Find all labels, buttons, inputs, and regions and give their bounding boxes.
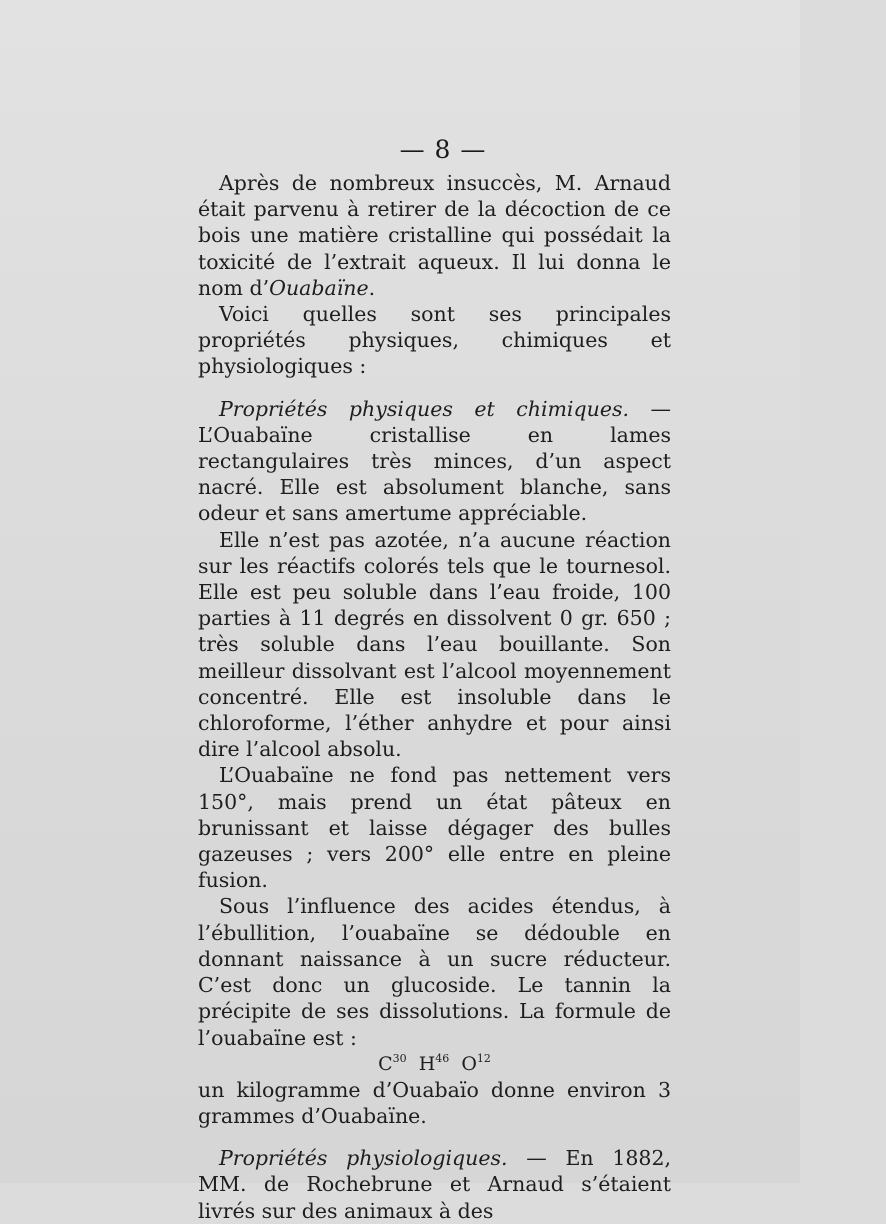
paragraph-text: Elle n’est pas azotée, n’a aucune réaction sur les réactifs colorés tels que le tournesol. Elle est peu soluble dans l’eau froide, 100 parties à 11 degrés en dissolvent 0 gr. 650 ; très soluble dans l’eau bouillante. Son meilleur dissolvant est l’alcool moyennement concentré. Elle est insoluble dans le chloroforme, l’éther anhydre et pour ainsi dire l’alcool absolu. (198, 527, 671, 762)
italic-term: Ouabaïne (269, 275, 369, 300)
formula-element: O (461, 1052, 477, 1075)
paragraph-tail: . (368, 275, 376, 300)
paragraph-text: — En 1882, MM. de Rochebrune et Arnaud s’étaient livrés sur des animaux à des (198, 1146, 672, 1223)
section-heading: Propriétés physiques et chimiques. (219, 396, 629, 421)
section-physical-chemical (198, 396, 671, 527)
formula-oxygen (458, 1053, 494, 1075)
body-text (198, 170, 671, 1224)
formula-count: 46 (435, 1051, 450, 1065)
formula-element: C (378, 1052, 393, 1075)
paragraph-7 (198, 1077, 671, 1129)
paragraph-4 (198, 527, 671, 763)
paragraph-5 (198, 762, 671, 893)
paragraph-6 (198, 893, 671, 1050)
chemical-formula (198, 1051, 671, 1077)
formula-carbon (375, 1053, 410, 1075)
paragraph-text: L’Ouabaïne ne fond pas nettement vers 150°, mais prend un état pâteux en brunissant et laisse dégager des bulles gazeuses ; vers 200° elle entre en pleine fusion. (198, 763, 671, 893)
section-heading: Propriétés physiologiques. (219, 1146, 508, 1171)
paragraph-text: Sous l’influence des acides étendus, à l’ébullition, l’ouabaïne se dédouble en donnant naissance à un sucre réducteur. C’est donc un glucoside. Le tannin la précipite de ses dissolutions. La formule de l’ouabaïne est : (198, 894, 671, 1050)
paragraph-text: Voici quelles sont ses principales propriétés physiques, chimiques et physiologiques : (198, 302, 671, 379)
paragraph-text: — L’Ouabaïne cristallise en lames rectangulaires très minces, d’un aspect nacré. Elle est absolument blanche, sans odeur et sans amertume appréciable. (198, 396, 671, 526)
paragraph-text: un kilogramme d’Ouabaïo donne environ 3 grammes d’Ouabaïne. (198, 1077, 671, 1128)
paragraph-1 (198, 170, 671, 301)
formula-count: 30 (392, 1051, 407, 1065)
formula-hydrogen (416, 1053, 453, 1075)
formula-element: H (418, 1052, 436, 1075)
paragraph-2 (198, 301, 671, 380)
paragraph-text: Après de nombreux insuccès, M. Arnaud était parvenu à retirer de la décoction de ce bois une matière cristalline qui possédait la toxicité de l’extrait aqueux. Il lui donna le nom d’ (198, 171, 671, 300)
page-number: — 8 — (399, 135, 487, 164)
section-physiological (198, 1145, 671, 1224)
formula-count: 12 (476, 1051, 491, 1065)
